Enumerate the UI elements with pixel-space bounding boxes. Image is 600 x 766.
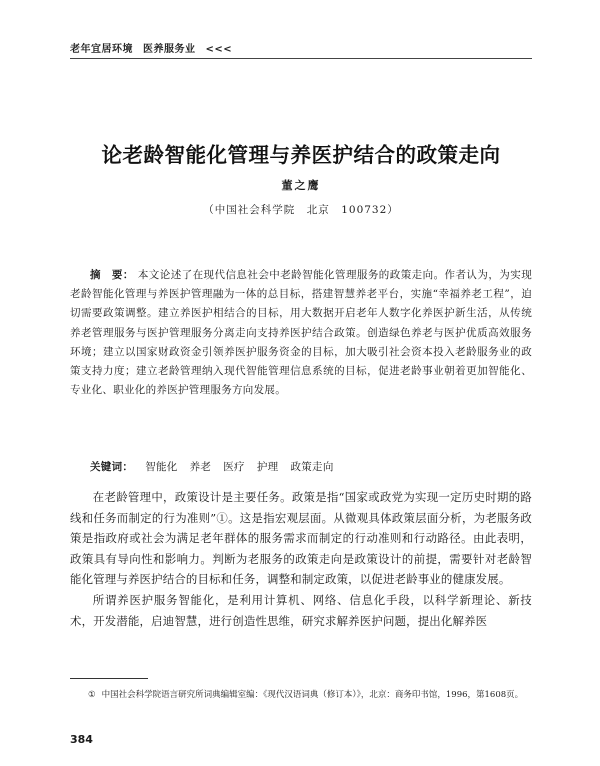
keyword: 医疗	[223, 461, 245, 473]
keyword: 养老	[189, 461, 212, 473]
keyword: 智能化	[145, 461, 178, 473]
body-paragraph-2: 所谓养医护服务智能化，是利用计算机、网络、信息化手段，以科学新理论、新技术，开发潜能，启迪智慧，进行创造性思维，研究求解养医护问题，提出化解养医	[70, 592, 532, 628]
header-section-2: 医养服务业	[143, 44, 196, 55]
author-name: 董之鹰	[281, 179, 321, 192]
body-paragraph-1: 在老龄管理中，政策设计是主要任务。政策是指“国家或政党为实现一定历史时期的路线和任务而制定的行为准则”①。这是指宏观层面。从微观具体政策层面分析，为老服务政策是指政府或社会为满足老年群体的服务需求而制定的行动准则和行动路径。由此表明，政策具有导向性和影响力。判断为老服务的政策走向是政策设计的前提，需要针对老龄智能化管理与养医护结合的目标和任务，调整和制定政策，以促进老龄事业的健康发展。	[70, 490, 532, 587]
abstract-label: 摘 要：	[90, 269, 134, 281]
keyword: 护理	[256, 461, 279, 473]
keywords	[70, 459, 532, 474]
page-number: 384	[70, 733, 93, 746]
author-affiliation: （中国社会科学院 北京 100732）	[203, 204, 399, 216]
keyword: 政策走向	[290, 461, 334, 473]
footnote-mark: ①	[88, 690, 96, 700]
running-header	[70, 40, 242, 55]
abstract-text: 本文论述了在现代信息社会中老龄智能化管理服务的政策走向。作者认为，为实现老龄智能化管理与养医护管理融为一体的总目标，搭建智慧养老平台，实施“幸福养老工程”，迫切需要政策调整。建立养医护相结合的目标，用大数据开启老年人数字化养医护新生活，从传统养老管理服务与医护管理服务分离走向支持养医护结合政策。创造绿色养老与医护优质高效服务环境；建立以国家财政资金引领养医护服务资金的目标，加大吸引社会资本投入老龄服务业的政策支持力度；建立老龄管理纳入现代智能管理信息系统的目标，促进老龄事业朝着更加智能化、专业化、职业化的养医护管理服务方向发展。	[70, 269, 532, 397]
footnote-text: 中国社会科学院语言研究所词典编辑室编：《现代汉语词典（修订本）》，北京：商务印书馆，1996，第1608页。	[101, 690, 524, 700]
body-text	[70, 487, 532, 631]
header-arrows: <<<	[205, 44, 233, 55]
header-rule	[70, 58, 532, 59]
footnote	[70, 688, 532, 703]
footnote-rule	[70, 678, 148, 679]
abstract	[70, 266, 532, 400]
article-title: 论老龄智能化管理与养医护结合的政策走向	[101, 143, 501, 167]
keywords-label: 关键词：	[90, 461, 134, 473]
header-section-1: 老年宜居环境	[70, 44, 133, 55]
